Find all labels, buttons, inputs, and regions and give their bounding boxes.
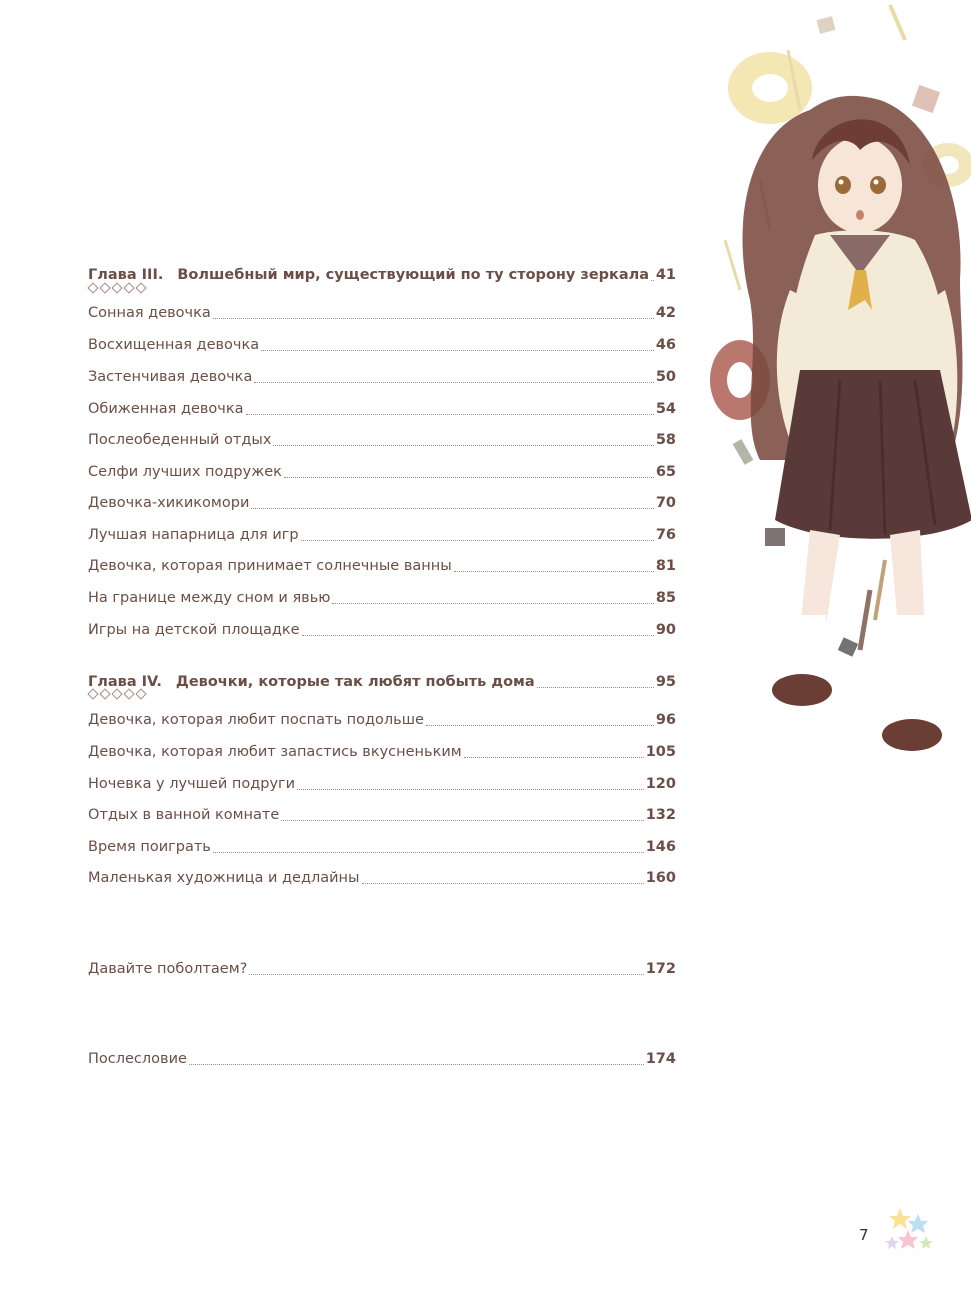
page-number: 95 xyxy=(655,674,676,690)
toc-entry[interactable] xyxy=(88,364,676,386)
entry-title: Девочка, которая любит запастись вкусненьким xyxy=(88,744,462,760)
dot-leader xyxy=(537,687,654,688)
dot-leader xyxy=(302,635,654,636)
toc-entry[interactable] xyxy=(88,553,676,575)
dot-leader xyxy=(273,445,653,446)
entry-title: Послеобеденный отдых xyxy=(88,432,272,448)
chapter-title: Девочки, которые так любят побыть дома xyxy=(175,674,535,690)
dot-leader xyxy=(189,1064,644,1065)
page-number: 70 xyxy=(655,495,676,511)
entry-title: Восхищенная девочка xyxy=(88,337,260,353)
toc-entry-extra[interactable] xyxy=(88,1046,676,1068)
page-number: 120 xyxy=(645,776,676,792)
diamond-ornament-icon xyxy=(88,282,146,296)
page-number: 85 xyxy=(655,590,676,606)
entry-title: Послесловие xyxy=(88,1051,187,1067)
dot-leader xyxy=(332,603,653,604)
toc-entry[interactable] xyxy=(88,300,676,322)
dot-leader xyxy=(281,820,643,821)
entry-title: Ночевка у лучшей подруги xyxy=(88,776,296,792)
chapter-title: Волшебный мир, существующий по ту сторону зеркала xyxy=(177,267,650,283)
page-number: 76 xyxy=(655,527,676,543)
dot-leader xyxy=(362,883,644,884)
page-number: 160 xyxy=(645,870,676,886)
toc-entry[interactable] xyxy=(88,617,676,639)
entry-title: На границе между сном и явью xyxy=(88,590,331,606)
page-number: 172 xyxy=(645,961,676,977)
dot-leader xyxy=(426,725,654,726)
girl-illustration xyxy=(690,0,971,780)
toc-entry[interactable] xyxy=(88,834,676,856)
page-folio: 7 xyxy=(859,1226,869,1244)
chapter-heading[interactable] xyxy=(88,669,676,691)
chapter-number: Глава IV. xyxy=(88,674,162,690)
dot-leader xyxy=(284,477,654,478)
toc-entry[interactable] xyxy=(88,802,676,824)
entry-title: Обиженная девочка xyxy=(88,401,244,417)
dot-leader xyxy=(297,789,644,790)
dot-leader xyxy=(249,974,643,975)
entry-title: Давайте поболтаем? xyxy=(88,961,248,977)
entry-title: Отдых в ванной комнате xyxy=(88,807,280,823)
toc-entry[interactable] xyxy=(88,585,676,607)
entry-title: Девочка, которая принимает солнечные ванны xyxy=(88,558,452,574)
chapter-heading[interactable] xyxy=(88,262,676,284)
toc-entry[interactable] xyxy=(88,332,676,354)
page-number: 96 xyxy=(655,712,676,728)
entry-title: Маленькая художница и дедлайны xyxy=(88,870,360,886)
page-number: 46 xyxy=(655,337,676,353)
dot-leader xyxy=(251,508,653,509)
toc-entry-extra[interactable] xyxy=(88,956,676,978)
dot-leader xyxy=(261,350,654,351)
chapter-number: Глава III. xyxy=(88,267,164,283)
watercolor-stars-icon xyxy=(880,1200,940,1260)
page-number: 58 xyxy=(655,432,676,448)
page-number: 105 xyxy=(645,744,676,760)
dot-leader xyxy=(651,280,654,281)
page-number: 42 xyxy=(655,305,676,321)
toc-entry[interactable] xyxy=(88,459,676,481)
toc-entry[interactable] xyxy=(88,865,676,887)
toc-entry[interactable] xyxy=(88,739,676,761)
page-number: 41 xyxy=(655,267,676,283)
entry-title: Девочка, которая любит поспать подольше xyxy=(88,712,424,728)
entry-title: Время поиграть xyxy=(88,839,211,855)
diamond-ornament-icon xyxy=(88,688,146,702)
dot-leader xyxy=(464,757,644,758)
dot-leader xyxy=(213,852,644,853)
page-number: 90 xyxy=(655,622,676,638)
toc-entry[interactable] xyxy=(88,490,676,512)
entry-title: Застенчивая девочка xyxy=(88,369,253,385)
dot-leader xyxy=(454,571,654,572)
toc-entry[interactable] xyxy=(88,427,676,449)
page-number: 132 xyxy=(645,807,676,823)
toc-entry[interactable] xyxy=(88,771,676,793)
entry-title: Игры на детской площадке xyxy=(88,622,300,638)
page-number: 65 xyxy=(655,464,676,480)
entry-title: Девочка-хикикомори xyxy=(88,495,250,511)
toc-entry[interactable] xyxy=(88,522,676,544)
dot-leader xyxy=(301,540,654,541)
page-number: 146 xyxy=(645,839,676,855)
entry-title: Лучшая напарница для игр xyxy=(88,527,299,543)
entry-title: Селфи лучших подружек xyxy=(88,464,282,480)
page-number: 54 xyxy=(655,401,676,417)
page-number: 81 xyxy=(655,558,676,574)
dot-leader xyxy=(213,318,654,319)
page-number: 174 xyxy=(645,1051,676,1067)
dot-leader xyxy=(246,414,654,415)
page-number: 50 xyxy=(655,369,676,385)
entry-title: Сонная девочка xyxy=(88,305,211,321)
toc-entry[interactable] xyxy=(88,396,676,418)
toc-entry[interactable] xyxy=(88,707,676,729)
dot-leader xyxy=(254,382,653,383)
